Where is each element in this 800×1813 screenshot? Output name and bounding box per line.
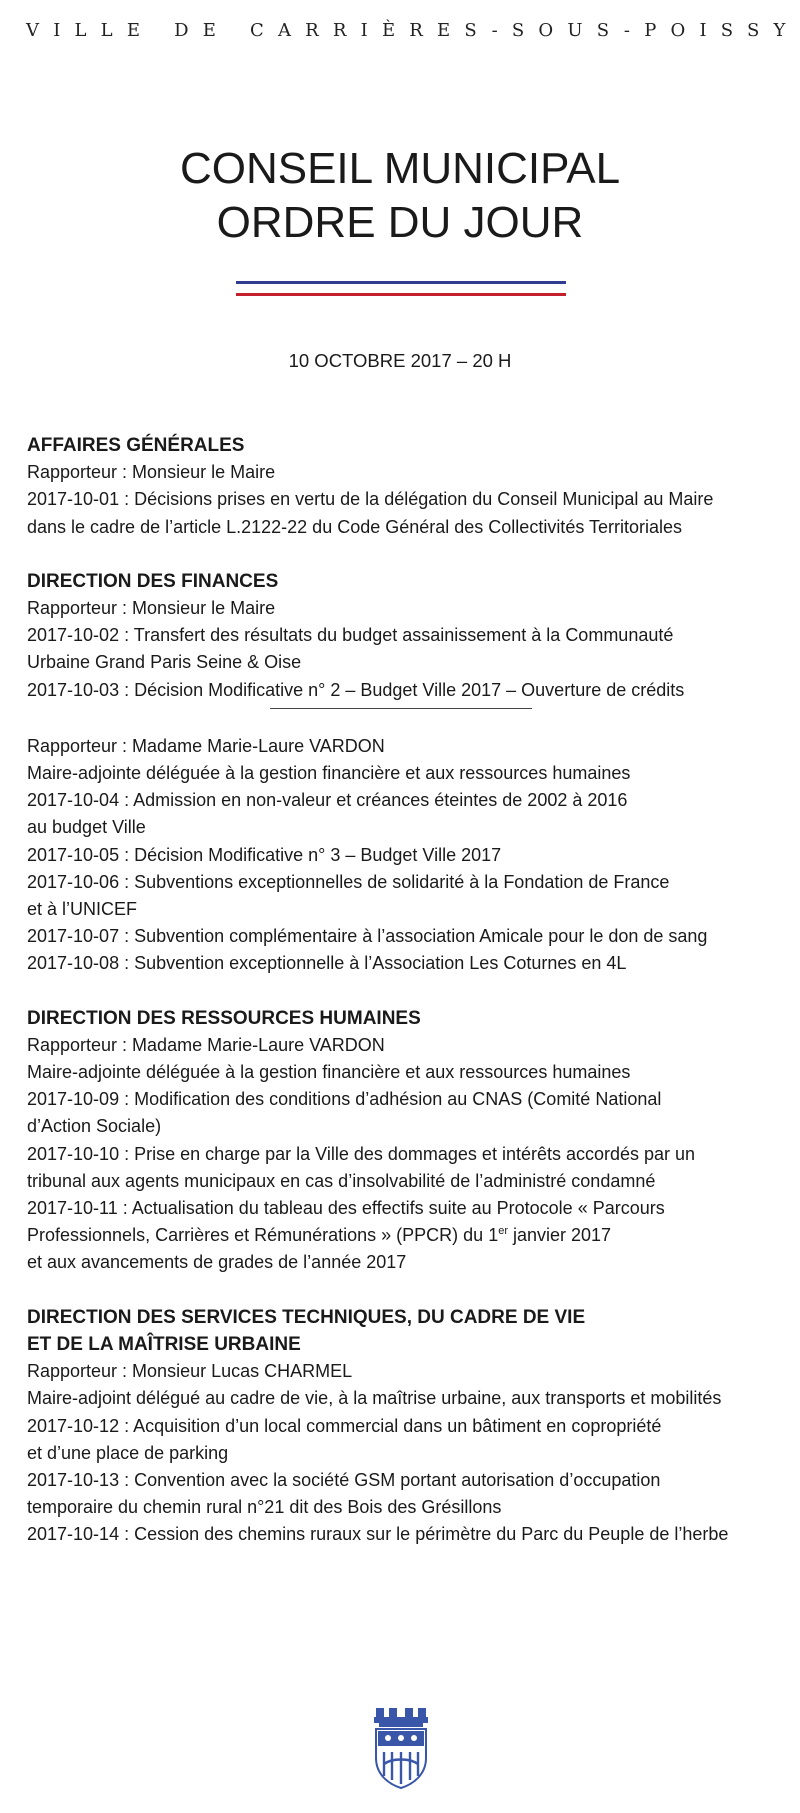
section-title: AFFAIRES GÉNÉRALES (27, 435, 245, 456)
agenda-item-line: 2017-10-06 : Subventions exceptionnelles de solidarité à la Fondation de France (27, 871, 670, 892)
page-title (0, 142, 800, 250)
agenda-item-line: au budget Ville (27, 817, 146, 838)
white-rule (236, 284, 566, 293)
section-title: DIRECTION DES RESSOURCES HUMAINES (27, 1007, 421, 1029)
rapporteur: Rapporteur : Monsieur Lucas CHARMEL (27, 1361, 353, 1382)
section-services-techniques (27, 1304, 789, 1549)
page-title-line-2: ORDRE DU JOUR (216, 198, 584, 247)
agenda (27, 432, 789, 1576)
rapporteur: Rapporteur : Madame Marie-Laure VARDON (27, 735, 385, 756)
section-affaires-generales (27, 432, 789, 541)
agenda-item-line: 2017-10-13 : Convention avec la société GSM portant autorisation d’occupation (27, 1469, 661, 1490)
agenda-item-line: 2017-10-07 : Subvention complémentaire à l’association Amicale pour le don de sang (27, 926, 708, 947)
tricolor-divider (236, 281, 566, 296)
ordinal-superscript: er (498, 1225, 508, 1238)
rapporteur-role: Maire-adjointe déléguée à la gestion financière et aux ressources humaines (27, 1062, 631, 1083)
rapporteur: Rapporteur : Monsieur le Maire (27, 462, 276, 483)
section-title: DIRECTION DES SERVICES TECHNIQUES, DU CADRE DE VIE (27, 1306, 586, 1328)
section-divider (270, 708, 532, 719)
section-title: DIRECTION DES FINANCES (27, 570, 279, 592)
agenda-item-line: 2017-10-10 : Prise en charge par la Ville des dommages et intérêts accordés par un (27, 1143, 696, 1164)
meeting-date: 10 OCTOBRE 2017 – 20 H (288, 350, 512, 371)
agenda-item-line: 2017-10-11 : Actualisation du tableau des effectifs suite au Protocole « Parcours (27, 1198, 665, 1219)
rapporteur: Rapporteur : Monsieur le Maire (27, 598, 276, 619)
city-crest-icon (370, 1706, 432, 1790)
city-header: VILLE DE CARRIÈRES-SOUS-POISSY (26, 20, 800, 41)
section-ressources-humaines (27, 1005, 789, 1277)
agenda-item-line: 2017-10-08 : Subvention exceptionnelle à l’Association Les Coturnes en 4L (27, 953, 627, 974)
agenda-item-line (27, 1222, 789, 1249)
agenda-item-line: d’Action Sociale) (27, 1116, 162, 1137)
red-rule (236, 293, 566, 296)
agenda-item-line: 2017-10-12 : Acquisition d’un local commercial dans un bâtiment en copropriété (27, 1415, 662, 1436)
agenda-item-line: 2017-10-09 : Modification des conditions d’adhésion au CNAS (Comité National (27, 1089, 662, 1110)
rapporteur-role: Maire-adjointe déléguée à la gestion financière et aux ressources humaines (27, 763, 631, 784)
section-title-continued: ET DE LA MAÎTRISE URBAINE (27, 1333, 301, 1355)
section-direction-finances (27, 568, 789, 978)
agenda-item-line: 2017-10-01 : Décisions prises en vertu de la délégation du Conseil Municipal au Maire (27, 489, 714, 510)
agenda-item-line: 2017-10-14 : Cession des chemins ruraux sur le périmètre du Parc du Peuple de l’herbe (27, 1524, 729, 1545)
rapporteur-role: Maire-adjoint délégué au cadre de vie, à la maîtrise urbaine, aux transports et mobilités (27, 1388, 722, 1409)
agenda-item-text: Professionnels, Carrières et Rémunérations » (PPCR) du 1 (27, 1225, 499, 1246)
agenda-item-text: janvier 2017 (507, 1225, 612, 1246)
agenda-item-line: 2017-10-05 : Décision Modificative n° 3 – Budget Ville 2017 (27, 844, 502, 865)
agenda-item-line: 2017-10-03 : Décision Modificative n° 2 – Budget Ville 2017 – Ouverture de crédits (27, 679, 685, 700)
agenda-item-line: dans le cadre de l’article L.2122-22 du Code Général des Collectivités Territoriales (27, 516, 683, 537)
agenda-item-line: et à l’UNICEF (27, 899, 138, 920)
agenda-item-line: tribunal aux agents municipaux en cas d’insolvabilité de l’administré condamné (27, 1170, 656, 1191)
agenda-item-line: 2017-10-04 : Admission en non-valeur et créances éteintes de 2002 à 2016 (27, 790, 628, 811)
agenda-item-line: et d’une place de parking (27, 1442, 229, 1463)
agenda-item-line: Urbaine Grand Paris Seine & Oise (27, 652, 302, 673)
agenda-item-line: temporaire du chemin rural n°21 dit des Bois des Grésillons (27, 1497, 502, 1518)
agenda-item-line: 2017-10-02 : Transfert des résultats du budget assainissement à la Communauté (27, 625, 674, 646)
rapporteur: Rapporteur : Madame Marie-Laure VARDON (27, 1034, 385, 1055)
page-title-line-1: CONSEIL MUNICIPAL (179, 144, 621, 193)
agenda-item-line: et aux avancements de grades de l’année 2017 (27, 1252, 407, 1273)
